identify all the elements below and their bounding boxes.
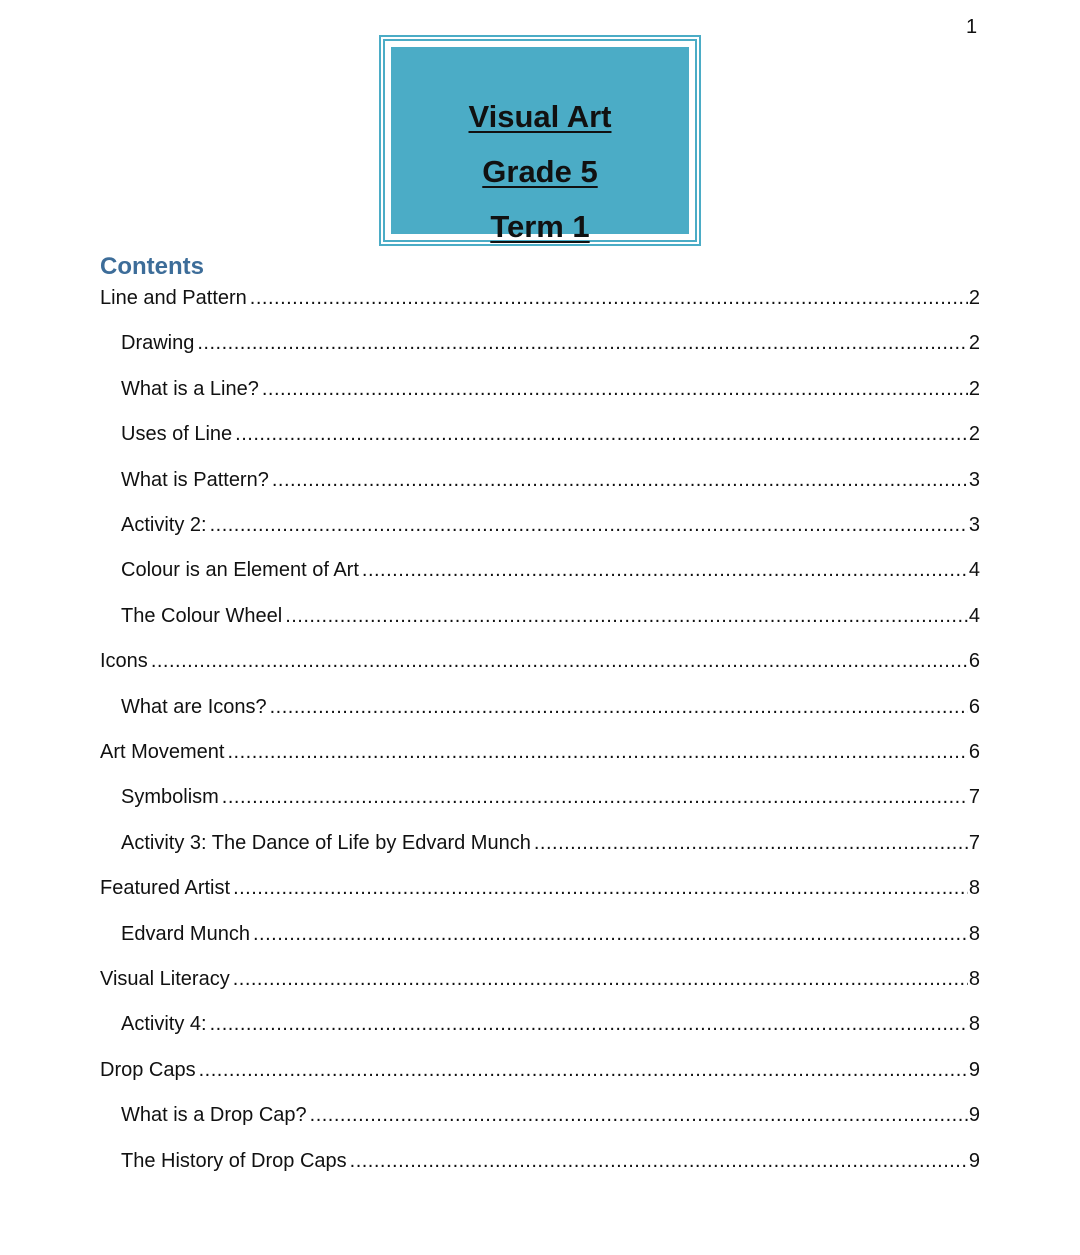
toc-entry-page[interactable]: 4 <box>968 559 980 582</box>
toc-entry-page[interactable]: 6 <box>968 650 980 673</box>
toc-dot-leader <box>197 329 968 357</box>
toc-entry-page[interactable]: 6 <box>968 741 980 763</box>
toc-entry-title[interactable]: Visual Literacy <box>100 968 230 990</box>
toc-entry[interactable] <box>121 1147 980 1175</box>
toc-entry-page[interactable]: 7 <box>968 831 980 854</box>
toc-entry-title[interactable]: The History of Drop Caps <box>121 1149 347 1172</box>
toc-entry[interactable] <box>121 420 980 448</box>
toc-dot-leader <box>235 420 968 448</box>
toc-entry-title[interactable]: Line and Pattern <box>100 287 247 309</box>
toc-dot-leader <box>362 556 968 584</box>
toc-entry[interactable] <box>121 329 980 357</box>
toc-dot-leader <box>233 965 968 993</box>
toc-entry-title[interactable]: Featured Artist <box>100 877 231 900</box>
toc-entry[interactable] <box>121 602 980 630</box>
toc-entry-title[interactable]: Art Movement <box>100 741 225 763</box>
toc-dot-leader <box>210 511 968 539</box>
toc-entry-page[interactable]: 4 <box>968 604 980 627</box>
toc-entry[interactable] <box>121 783 980 811</box>
toc-dot-leader <box>227 738 967 766</box>
toc-entry[interactable] <box>100 965 980 993</box>
toc-entry-title[interactable]: Activity 4: <box>121 1013 207 1036</box>
toc-entry-page[interactable]: 3 <box>968 468 980 491</box>
toc-dot-leader <box>534 829 968 857</box>
toc-dot-leader <box>310 1101 968 1129</box>
toc-entry[interactable] <box>121 466 980 494</box>
toc-entry-page[interactable]: 9 <box>968 1058 980 1081</box>
toc-entry-title[interactable]: Uses of Line <box>121 423 233 446</box>
toc-entry[interactable] <box>121 693 980 721</box>
toc-dot-leader <box>151 647 968 675</box>
toc-dot-leader <box>350 1147 968 1175</box>
toc-dot-leader <box>210 1010 968 1038</box>
toc-entry[interactable] <box>100 647 980 675</box>
toc-entry-title[interactable]: Icons <box>100 650 148 673</box>
title-term: Term 1 <box>490 209 590 244</box>
toc-dot-leader <box>272 466 968 494</box>
toc-entry[interactable] <box>121 829 980 857</box>
toc-entry[interactable] <box>121 1010 980 1038</box>
toc-entry-page[interactable]: 8 <box>968 922 980 945</box>
toc-dot-leader <box>285 602 968 630</box>
toc-dot-leader <box>222 783 968 811</box>
toc-entry-title[interactable]: The Colour Wheel <box>121 604 283 627</box>
toc-entry[interactable] <box>121 920 980 948</box>
toc-entry[interactable] <box>121 556 980 584</box>
toc-entry-title[interactable]: Edvard Munch <box>121 922 250 945</box>
toc-entry-page[interactable]: 9 <box>968 1104 980 1127</box>
contents-heading: Contents <box>100 253 204 280</box>
toc-entry-title[interactable]: Colour is an Element of Art <box>121 559 359 582</box>
page-number: 1 <box>966 16 978 38</box>
toc-dot-leader <box>262 375 968 403</box>
toc-entry-title[interactable]: Drawing <box>121 332 195 355</box>
title-subject: Visual Art <box>468 99 612 134</box>
toc-entry-page[interactable]: 2 <box>968 377 980 400</box>
toc-entry[interactable] <box>121 375 980 403</box>
toc-entry-page[interactable]: 2 <box>968 332 980 355</box>
toc-entry-page[interactable]: 6 <box>968 695 980 718</box>
toc-dot-leader <box>270 693 968 721</box>
toc-dot-leader <box>199 1056 968 1084</box>
toc-entry-page[interactable]: 3 <box>968 514 980 536</box>
toc-dot-leader <box>250 284 968 312</box>
toc-entry-page[interactable]: 2 <box>968 423 980 446</box>
toc-entry-page[interactable]: 2 <box>968 287 980 309</box>
title-grade: Grade 5 <box>482 154 598 189</box>
toc-entry-page[interactable]: 7 <box>968 786 980 809</box>
toc-entry[interactable] <box>100 1056 980 1084</box>
title-box <box>381 37 699 244</box>
toc-entry-page[interactable]: 8 <box>968 1013 980 1036</box>
toc-dot-leader <box>253 920 968 948</box>
toc-entry[interactable] <box>100 738 980 766</box>
toc-entry-page[interactable]: 8 <box>968 968 980 990</box>
toc-entry[interactable] <box>121 511 980 539</box>
toc-entry-title[interactable]: What is a Drop Cap? <box>121 1104 307 1127</box>
toc-entry[interactable] <box>100 874 980 902</box>
toc-dot-leader <box>233 874 968 902</box>
toc-entry[interactable] <box>121 1101 980 1129</box>
toc-entry[interactable] <box>100 284 980 312</box>
toc-entry-title[interactable]: What is Pattern? <box>121 468 269 491</box>
toc-entry-title[interactable]: Activity 3: The Dance of Life by Edvard Munch <box>121 831 531 854</box>
toc-entry-title[interactable]: What is a Line? <box>121 377 259 400</box>
toc-entry-page[interactable]: 8 <box>968 877 980 900</box>
toc-entry-title[interactable]: Symbolism <box>121 786 219 809</box>
toc-entry-title[interactable]: Drop Caps <box>100 1058 196 1081</box>
toc-entry-title[interactable]: Activity 2: <box>121 514 207 536</box>
toc-entry-title[interactable]: What are Icons? <box>121 695 267 718</box>
toc-entry-page[interactable]: 9 <box>968 1149 980 1172</box>
